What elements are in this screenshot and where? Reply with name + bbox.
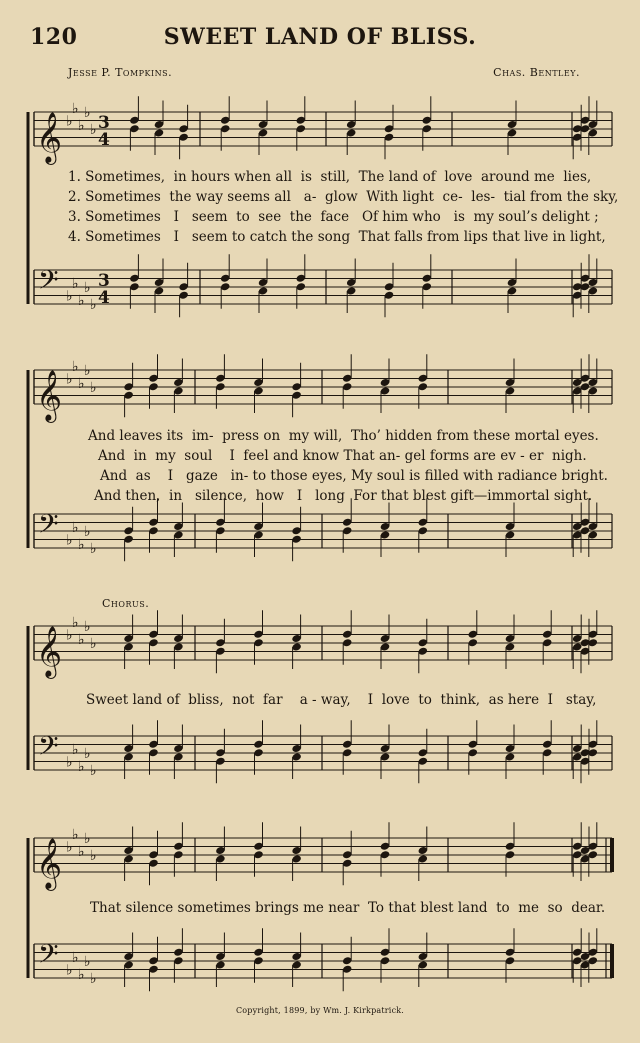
flat-icon: ♭: [90, 541, 97, 557]
flat-icon: ♭: [78, 966, 85, 983]
flat-icon: ♭: [90, 848, 97, 864]
verse-4-line-2: And then, in silence, how I long For that blest gift—immortal sight.: [94, 488, 593, 504]
chorus-label: Chorus.: [102, 597, 150, 610]
flat-icon: ♭: [90, 971, 97, 987]
flat-icon: ♭: [72, 519, 79, 536]
verse-2-line-1: 2. Sometimes the way seems all a- glow With light ce- les- tial from the sky,: [68, 189, 619, 205]
treble-clef-icon: 𝄞: [36, 626, 63, 677]
flat-icon: ♭: [78, 375, 85, 392]
bass-clef-icon: 𝄢: [38, 508, 59, 546]
flat-icon: ♭: [78, 843, 85, 860]
copyright-notice: Copyright, 1899, by Wm. J. Kirkpatrick.: [235, 1006, 405, 1015]
time-signature-bottom: 4: [98, 130, 110, 150]
flat-icon: ♭: [90, 297, 97, 313]
time-signature-top: 3: [98, 113, 110, 133]
bass-clef-icon: 𝄢: [38, 730, 59, 768]
flat-icon: ♭: [66, 962, 73, 979]
lyricist-credit: Jesse P. Tompkins.: [68, 66, 173, 79]
flat-icon: ♭: [90, 380, 97, 396]
flat-icon: ♭: [66, 627, 73, 644]
flat-icon: ♭: [72, 741, 79, 758]
verse-4-line-1: 4. Sometimes I seem to catch the song That falls from lips that live in light,: [68, 229, 606, 245]
flat-icon: ♭: [72, 275, 79, 292]
hymn-title: SWEET LAND OF BLISS.: [163, 24, 477, 50]
chorus-line-1: Sweet land of bliss, not far a - way, I love to think, as here I stay,: [86, 692, 597, 708]
composer-credit: Chas. Bentley.: [493, 66, 580, 79]
flat-icon: ♭: [90, 122, 97, 138]
flat-icon: ♭: [72, 826, 79, 843]
flat-icon: ♭: [78, 536, 85, 553]
flat-icon: ♭: [66, 288, 73, 305]
verse-3-line-2: And as I gaze in- to those eyes, My soul is filled with radiance bright.: [100, 468, 608, 484]
flat-icon: ♭: [72, 614, 79, 631]
verse-2-line-2: And in my soul I feel and know That an- gel forms are ev - er nigh.: [98, 448, 587, 464]
flat-icon: ♭: [78, 631, 85, 648]
treble-clef-icon: 𝄞: [36, 370, 63, 421]
flat-icon: ♭: [66, 754, 73, 771]
flat-icon: ♭: [84, 524, 91, 540]
flat-icon: ♭: [78, 117, 85, 134]
flat-icon: ♭: [78, 758, 85, 775]
flat-icon: ♭: [72, 100, 79, 117]
flat-icon: ♭: [66, 371, 73, 388]
flat-icon: ♭: [72, 949, 79, 966]
flat-icon: ♭: [84, 280, 91, 296]
time-signature-bottom: 4: [98, 288, 110, 308]
flat-icon: ♭: [84, 954, 91, 970]
time-signature-top: 3: [98, 271, 110, 291]
treble-clef-icon: 𝄞: [36, 112, 63, 163]
flat-icon: ♭: [72, 358, 79, 375]
verse-1-line-1: 1. Sometimes, in hours when all is still, The land of love around me lies,: [68, 169, 592, 185]
chorus-line-2: That silence sometimes brings me near To that blest land to me so dear.: [90, 900, 606, 916]
flat-icon: ♭: [66, 532, 73, 549]
verse-1-line-2: And leaves its im- press on my will, Tho’ hidden from these mortal eyes.: [88, 428, 599, 444]
bass-clef-icon: 𝄢: [38, 938, 59, 976]
bass-clef-icon: 𝄢: [38, 264, 59, 302]
flat-icon: ♭: [84, 831, 91, 847]
flat-icon: ♭: [90, 763, 97, 779]
flat-icon: ♭: [84, 746, 91, 762]
flat-icon: ♭: [84, 619, 91, 635]
flat-icon: ♭: [84, 363, 91, 379]
flat-icon: ♭: [90, 636, 97, 652]
treble-clef-icon: 𝄞: [36, 838, 63, 889]
verse-3-line-1: 3. Sometimes I seem to see the face Of him who is my soul’s delight ;: [68, 209, 599, 225]
flat-icon: ♭: [84, 105, 91, 121]
flat-icon: ♭: [66, 113, 73, 130]
flat-icon: ♭: [66, 839, 73, 856]
flat-icon: ♭: [78, 292, 85, 309]
page-number: 120: [30, 24, 78, 50]
